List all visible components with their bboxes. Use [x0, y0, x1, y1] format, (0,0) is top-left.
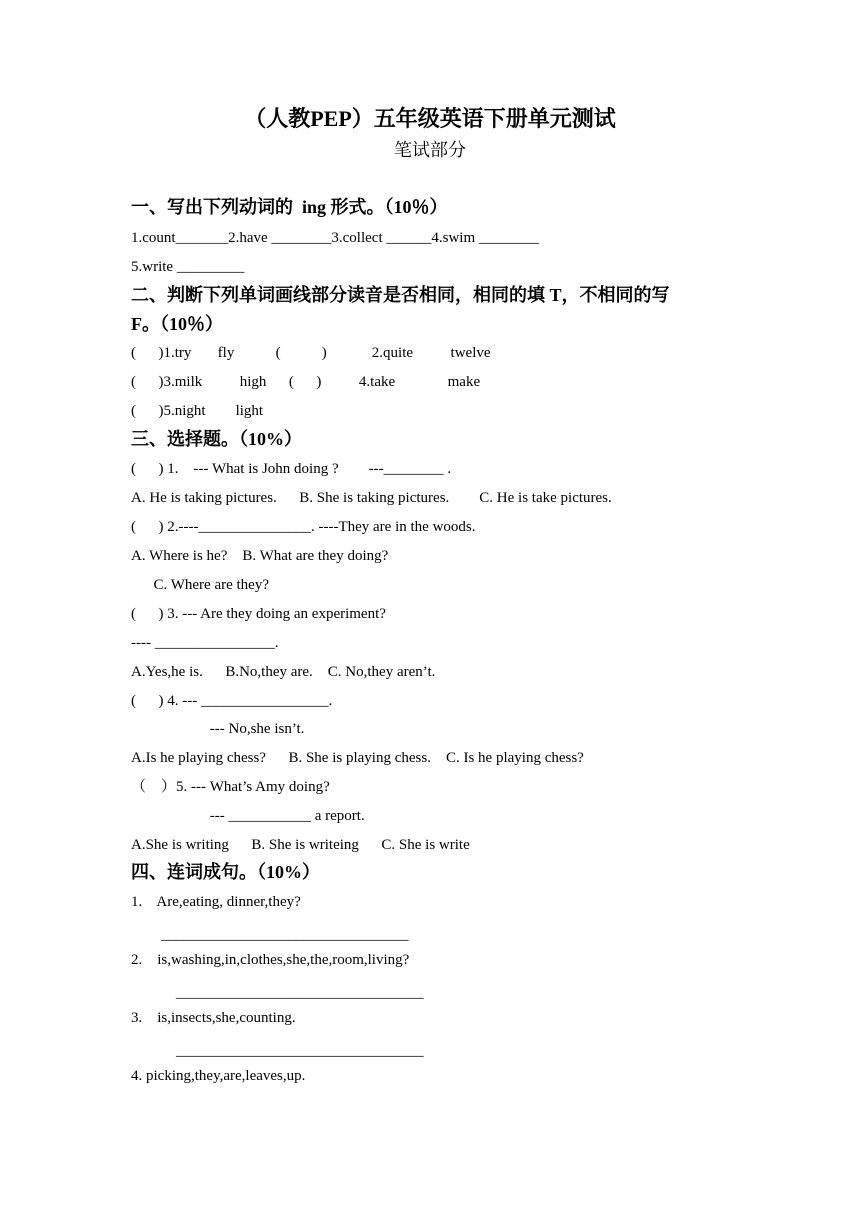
section2-heading-line2: F。（10％） [131, 314, 223, 334]
section2-row-3: ( )5.night light [131, 403, 264, 419]
section3-q1: ( ) 1. --- What is John doing ? ---________ . [131, 461, 452, 477]
section3-q5-answer: --- ___________ a report. [131, 808, 365, 824]
section4-q2: 2. is,washing,in,clothes,she,the,room,living? [131, 952, 410, 968]
section2-heading-line1: 二、判断下列单词画线部分读音是否相同，相同的填 T，不相同的写 [131, 285, 670, 305]
section2-row-2: ( )3.milk high ( ) 4.take make [131, 374, 481, 390]
section3-q2-options-1: A. Where is he? B. What are they doing? [131, 548, 389, 564]
section3-q3-blank: ---- ________________. [131, 635, 279, 651]
section3-q2-options-2: C. Where are they? [131, 577, 269, 593]
section2-row-1: ( )1.try fly ( ) 2.quite twelve [131, 345, 491, 361]
section3-q3: ( ) 3. --- Are they doing an experiment? [131, 606, 386, 622]
section1-heading: 一、写出下列动词的 ing 形式。（10％） [131, 197, 448, 217]
section3-q5-options: A.She is writing B. She is writeing C. She is write [131, 837, 470, 853]
page-subtitle: 笔试部分 [394, 140, 466, 160]
section3-q4: ( ) 4. --- _________________. [131, 693, 333, 709]
section4-q3-answer-line: _________________________________ [131, 1043, 424, 1059]
section4-q4: 4. picking,they,are,leaves,up. [131, 1068, 306, 1084]
section4-q1: 1. Are,eating, dinner,they? [131, 894, 301, 910]
section4-heading: 四、连词成句。（10%） [131, 862, 320, 882]
section3-heading: 三、选择题。（10%） [131, 429, 302, 449]
section3-q4-answer: --- No,she isn’t. [131, 721, 305, 737]
section3-q5: （ ）5. --- What’s Amy doing? [131, 779, 330, 795]
section3-q3-options: A.Yes,he is. B.No,they are. C. No,they aren’t. [131, 664, 436, 680]
section3-q2: ( ) 2.----_______________. ----They are in the woods. [131, 519, 476, 535]
section4-q3: 3. is,insects,she,counting. [131, 1010, 296, 1026]
section1-line1: 1.count_______2.have ________3.collect ______4.swim ________ [131, 230, 539, 246]
section3-q4-options: A.Is he playing chess? B. She is playing chess. C. Is he playing chess? [131, 750, 584, 766]
page-title: （人教PEP）五年级英语下册单元测试 [244, 106, 616, 131]
section4-q1-answer-line: _________________________________ [131, 927, 409, 943]
section3-q1-options: A. He is taking pictures. B. She is taking pictures. C. He is take pictures. [131, 490, 612, 506]
section1-line2: 5.write _________ [131, 259, 245, 275]
section4-q2-answer-line: _________________________________ [131, 985, 424, 1001]
